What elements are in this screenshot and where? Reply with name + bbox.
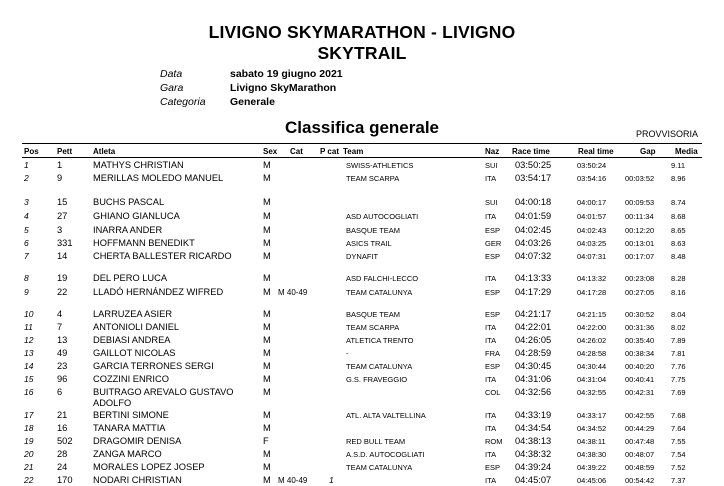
row-race-time: 04:21:17 <box>515 309 552 319</box>
row-average: 8.63 <box>671 239 686 248</box>
row-gap: 00:31:36 <box>625 323 655 332</box>
row-team: G.S. FRAVEGGIO <box>346 375 408 384</box>
row-bib: 331 <box>57 238 73 248</box>
row-race-time: 03:54:17 <box>515 173 552 183</box>
row-nation: ITA <box>485 212 497 221</box>
row-average: 8.02 <box>671 323 686 332</box>
row-real-time: 04:34:52 <box>577 424 607 433</box>
row-nation: SUI <box>485 161 498 170</box>
row-race-time: 04:45:07 <box>515 475 552 485</box>
row-average: 8.65 <box>671 226 686 235</box>
row-bib: 21 <box>57 410 68 420</box>
row-gap: 00:17:07 <box>625 252 655 261</box>
row-athlete: ZANGA MARCO <box>93 449 162 459</box>
row-sex: M <box>263 410 271 420</box>
row-gap: 00:42:55 <box>625 411 655 420</box>
meta-date-value: sabato 19 giugno 2021 <box>230 68 343 80</box>
row-real-time: 04:38:30 <box>577 450 607 459</box>
col-real-time: Real time <box>578 147 614 156</box>
row-pos: 8 <box>24 273 29 283</box>
event-subtitle: SKYTRAIL <box>317 43 407 63</box>
row-average: 7.76 <box>671 362 686 371</box>
meta-race-label: Gara <box>160 82 184 94</box>
row-gap: 00:48:07 <box>625 450 655 459</box>
row-average: 8.28 <box>671 274 686 283</box>
row-athlete: DEBIASI ANDREA <box>93 335 171 345</box>
row-race-time: 04:39:24 <box>515 462 552 472</box>
row-gap: 00:35:40 <box>625 336 655 345</box>
row-bib: 170 <box>57 475 73 485</box>
row-sex: M <box>263 173 271 183</box>
row-gap: 00:12:20 <box>625 226 655 235</box>
col-pos: Pos <box>24 147 39 156</box>
row-bib: 28 <box>57 449 68 459</box>
row-average: 8.74 <box>671 198 686 207</box>
row-sex: M <box>263 251 271 261</box>
row-real-time: 04:03:25 <box>577 239 607 248</box>
row-bib: 23 <box>57 361 68 371</box>
col-gap: Gap <box>640 147 656 156</box>
row-team: ASD FALCHI-LECCO <box>346 274 419 283</box>
row-average: 8.96 <box>671 174 686 183</box>
row-gap: 00:09:53 <box>625 198 655 207</box>
row-sex: M <box>263 462 271 472</box>
row-real-time: 04:31:04 <box>577 375 607 384</box>
row-sex: M <box>263 273 271 283</box>
row-nation: SUI <box>485 198 498 207</box>
row-nation: ITA <box>485 274 497 283</box>
row-nation: ESP <box>485 226 501 235</box>
row-bib: 24 <box>57 462 68 472</box>
row-pos: 11 <box>24 322 33 332</box>
row-sex: M <box>263 423 271 433</box>
row-pos: 21 <box>24 462 34 472</box>
row-pos: 9 <box>24 287 29 297</box>
row-pos: 1 <box>24 160 29 170</box>
row-sex: M <box>263 475 271 485</box>
row-team: A.S.D. AUTOCOGLIATI <box>346 450 425 459</box>
row-team: BASQUE TEAM <box>346 226 401 235</box>
row-real-time: 04:30:44 <box>577 362 607 371</box>
row-pos: 10 <box>24 309 34 319</box>
meta-category-value: Generale <box>230 96 275 108</box>
row-athlete: GARCIA TERRONES SERGI <box>93 361 214 371</box>
row-sex: M <box>263 361 271 371</box>
row-sex: M <box>263 449 271 459</box>
row-real-time: 04:17:28 <box>577 288 607 297</box>
row-bib: 16 <box>57 423 68 433</box>
row-gap: 00:30:52 <box>625 310 655 319</box>
row-race-time: 04:30:45 <box>515 361 552 371</box>
ranking-heading: Classifica generale <box>284 118 440 137</box>
row-sex: M <box>263 225 271 235</box>
col-pcat: P cat <box>320 147 339 156</box>
row-nation: ESP <box>485 252 501 261</box>
row-bib: 1 <box>57 160 63 170</box>
row-gap: 00:11:34 <box>625 212 654 221</box>
col-media: Media <box>675 147 698 156</box>
row-bib: 3 <box>57 225 63 235</box>
row-team: ASICS TRAIL <box>346 239 392 248</box>
row-real-time: 04:07:31 <box>577 252 607 261</box>
row-gap: 00:23:08 <box>625 274 655 283</box>
row-pos: 14 <box>24 361 34 371</box>
row-average: 7.75 <box>671 375 686 384</box>
row-gap: 00:03:52 <box>625 174 655 183</box>
row-gap: 00:38:34 <box>625 349 655 358</box>
row-team: TEAM CATALUNYA <box>346 463 413 472</box>
status-badge: PROVVISORIA <box>636 129 699 139</box>
row-sex: F <box>263 436 269 446</box>
row-sex: M <box>263 374 271 384</box>
row-bib: 49 <box>57 348 68 358</box>
row-race-time: 04:32:56 <box>515 387 552 397</box>
row-nation: GER <box>485 239 502 248</box>
row-athlete: LLADÓ HERNÁNDEZ WIFRED <box>93 287 224 297</box>
row-category: M 40-49 <box>278 476 308 485</box>
row-average: 7.54 <box>671 450 686 459</box>
row-bib: 9 <box>57 173 63 183</box>
row-nation: ITA <box>485 375 497 384</box>
row-nation: ESP <box>485 463 501 472</box>
event-title: LIVIGNO SKYMARATHON - LIVIGNO <box>208 22 516 42</box>
row-race-time: 04:34:54 <box>515 423 552 433</box>
row-gap: 00:13:01 <box>625 239 655 248</box>
row-team: ASD AUTOCOGLIATI <box>346 212 419 221</box>
row-nation: ESP <box>485 310 501 319</box>
col-team: Team <box>343 147 364 156</box>
row-athlete: HOFFMANN BENEDIKT <box>93 238 195 248</box>
meta-date-label: Data <box>160 68 183 80</box>
row-average: 8.04 <box>671 310 686 319</box>
row-bib: 15 <box>57 197 68 207</box>
row-category-position: 1 <box>329 475 334 485</box>
row-pos: 19 <box>24 436 34 446</box>
row-athlete: LARRUZEA ASIER <box>93 309 173 319</box>
row-nation: ROM <box>485 437 503 446</box>
row-sex: M <box>263 322 271 332</box>
row-real-time: 04:02:43 <box>577 226 607 235</box>
row-gap: 00:54:42 <box>625 476 655 485</box>
row-sex: M <box>263 197 271 207</box>
row-gap: 00:48:59 <box>625 463 655 472</box>
row-athlete: COZZINI ENRICO <box>93 374 169 384</box>
row-real-time: 04:00:17 <box>577 198 607 207</box>
row-real-time: 04:33:17 <box>577 411 607 420</box>
row-pos: 16 <box>24 387 34 397</box>
row-race-time: 04:03:26 <box>515 238 552 248</box>
row-sex: M <box>263 287 271 297</box>
row-bib: 27 <box>57 211 68 221</box>
row-pos: 5 <box>24 225 29 235</box>
row-average: 8.16 <box>671 288 686 297</box>
row-bib: 14 <box>57 251 68 261</box>
row-athlete: ANTONIOLI DANIEL <box>93 322 180 332</box>
row-pos: 6 <box>24 238 29 248</box>
row-average: 7.55 <box>671 437 686 446</box>
row-pos: 13 <box>24 348 34 358</box>
row-team: RED BULL TEAM <box>346 437 406 446</box>
row-race-time: 03:50:25 <box>515 160 552 170</box>
row-nation: ITA <box>485 476 497 485</box>
row-gap: 00:27:05 <box>625 288 655 297</box>
row-nation: ESP <box>485 362 501 371</box>
row-real-time: 04:45:06 <box>577 476 607 485</box>
row-nation: ITA <box>485 424 497 433</box>
row-real-time: 04:39:22 <box>577 463 607 472</box>
row-athlete: MERILLAS MOLEDO MANUEL <box>93 173 224 183</box>
row-race-time: 04:13:33 <box>515 273 552 283</box>
row-race-time: 04:00:18 <box>515 197 552 207</box>
col-race-time: Race time <box>512 147 550 156</box>
row-race-time: 04:31:06 <box>515 374 552 384</box>
row-athlete: DRAGOMIR DENISA <box>93 436 182 446</box>
row-gap: 00:44:29 <box>625 424 655 433</box>
row-bib: 502 <box>57 436 73 446</box>
row-athlete: GHIANO GIANLUCA <box>93 211 180 221</box>
row-pos: 12 <box>24 335 34 345</box>
row-nation: FRA <box>485 349 500 358</box>
row-real-time: 03:50:24 <box>577 161 607 170</box>
row-real-time: 04:21:15 <box>577 310 607 319</box>
row-average: 8.48 <box>671 252 686 261</box>
row-athlete: DEL PERO LUCA <box>93 273 168 283</box>
row-team: DYNAFIT <box>346 252 379 261</box>
row-real-time: 04:13:32 <box>577 274 607 283</box>
row-athlete: TANARA MATTIA <box>93 423 166 433</box>
col-sex: Sex <box>263 147 278 156</box>
row-pos: 18 <box>24 423 34 433</box>
row-race-time: 04:28:59 <box>515 348 552 358</box>
row-pos: 2 <box>24 173 29 183</box>
row-athlete: BUCHS PASCAL <box>93 197 165 207</box>
row-bib: 7 <box>57 322 63 332</box>
row-bib: 96 <box>57 374 68 384</box>
row-athlete: CHERTA BALLESTER RICARDO <box>93 251 232 261</box>
row-team: TEAM CATALUNYA <box>346 362 413 371</box>
meta-race-value: Livigno SkyMarathon <box>230 82 337 94</box>
row-bib: 13 <box>57 335 68 345</box>
row-average: 7.89 <box>671 336 686 345</box>
row-pos: 17 <box>24 410 34 420</box>
row-bib: 19 <box>57 273 68 283</box>
row-pos: 7 <box>24 251 29 261</box>
col-naz: Naz <box>485 147 500 156</box>
row-pos: 20 <box>24 449 34 459</box>
row-pos: 3 <box>24 197 29 207</box>
row-team: BASQUE TEAM <box>346 310 401 319</box>
row-nation: COL <box>485 388 501 397</box>
row-team: - <box>346 349 349 358</box>
row-sex: M <box>263 387 271 397</box>
row-pos: 22 <box>24 475 34 485</box>
row-race-time: 04:33:19 <box>515 410 552 420</box>
row-nation: ITA <box>485 323 497 332</box>
row-team: TEAM SCARPA <box>346 174 400 183</box>
row-bib: 22 <box>57 287 68 297</box>
row-race-time: 04:01:59 <box>515 211 552 221</box>
row-pos: 15 <box>24 374 34 384</box>
row-real-time: 03:54:16 <box>577 174 607 183</box>
row-nation: ITA <box>485 450 497 459</box>
row-athlete: GAILLOT NICOLAS <box>93 348 176 358</box>
row-sex: M <box>263 335 271 345</box>
row-real-time: 04:01:57 <box>577 212 607 221</box>
row-race-time: 04:17:29 <box>515 287 552 297</box>
row-team: SWISS-ATHLETICS <box>346 161 414 170</box>
row-average: 7.69 <box>671 388 686 397</box>
header-top-rule <box>22 143 702 144</box>
meta-category-label: Categoria <box>160 96 206 108</box>
row-average: 7.52 <box>671 463 686 472</box>
row-sex: M <box>263 309 271 319</box>
row-athlete: MORALES LOPEZ JOSEP <box>93 462 205 472</box>
row-team: ATLETICA TRENTO <box>346 336 414 345</box>
row-athlete: INARRA ANDER <box>93 225 163 235</box>
row-team: TEAM CATALUNYA <box>346 288 413 297</box>
row-average: 7.37 <box>671 476 686 485</box>
row-real-time: 04:28:58 <box>577 349 607 358</box>
row-nation: ITA <box>485 174 497 183</box>
row-team: ATL. ALTA VALTELLINA <box>346 411 426 420</box>
row-team: TEAM SCARPA <box>346 323 400 332</box>
row-average: 8.68 <box>671 212 686 221</box>
row-race-time: 04:26:05 <box>515 335 552 345</box>
row-athlete: NODARI CHRISTIAN <box>93 475 182 485</box>
row-race-time: 04:07:32 <box>515 251 552 261</box>
row-average: 9.11 <box>671 161 686 170</box>
row-gap: 00:47:48 <box>625 437 655 446</box>
row-real-time: 04:22:00 <box>577 323 607 332</box>
row-bib: 4 <box>57 309 63 319</box>
row-average: 7.68 <box>671 411 686 420</box>
row-athlete: BERTINI SIMONE <box>93 410 169 420</box>
row-bib: 6 <box>57 387 63 397</box>
row-sex: M <box>263 160 271 170</box>
row-sex: M <box>263 211 271 221</box>
row-race-time: 04:38:13 <box>515 436 552 446</box>
row-nation: ITA <box>485 411 497 420</box>
row-athlete: BUITRAGO AREVALO GUSTAVO ADOLFO <box>93 387 234 408</box>
row-real-time: 04:38:11 <box>577 437 606 446</box>
row-race-time: 04:02:45 <box>515 225 552 235</box>
row-average: 7.64 <box>671 424 686 433</box>
row-nation: ESP <box>485 288 501 297</box>
row-sex: M <box>263 348 271 358</box>
row-race-time: 04:38:32 <box>515 449 552 459</box>
row-sex: M <box>263 238 271 248</box>
row-gap: 00:40:41 <box>625 375 655 384</box>
row-gap: 00:42:31 <box>625 388 655 397</box>
row-category: M 40-49 <box>278 288 308 297</box>
row-race-time: 04:22:01 <box>515 322 552 332</box>
row-athlete: MATHYS CHRISTIAN <box>93 160 184 170</box>
col-cat: Cat <box>290 147 303 156</box>
col-athlete: Atleta <box>93 147 116 156</box>
row-average: 7.81 <box>671 349 686 358</box>
row-real-time: 04:26:02 <box>577 336 607 345</box>
row-real-time: 04:32:55 <box>577 388 607 397</box>
row-nation: ITA <box>485 336 497 345</box>
col-pett: Pett <box>57 147 73 156</box>
row-gap: 00:40:20 <box>625 362 655 371</box>
header-bottom-rule <box>22 157 702 158</box>
row-pos: 4 <box>24 211 29 221</box>
